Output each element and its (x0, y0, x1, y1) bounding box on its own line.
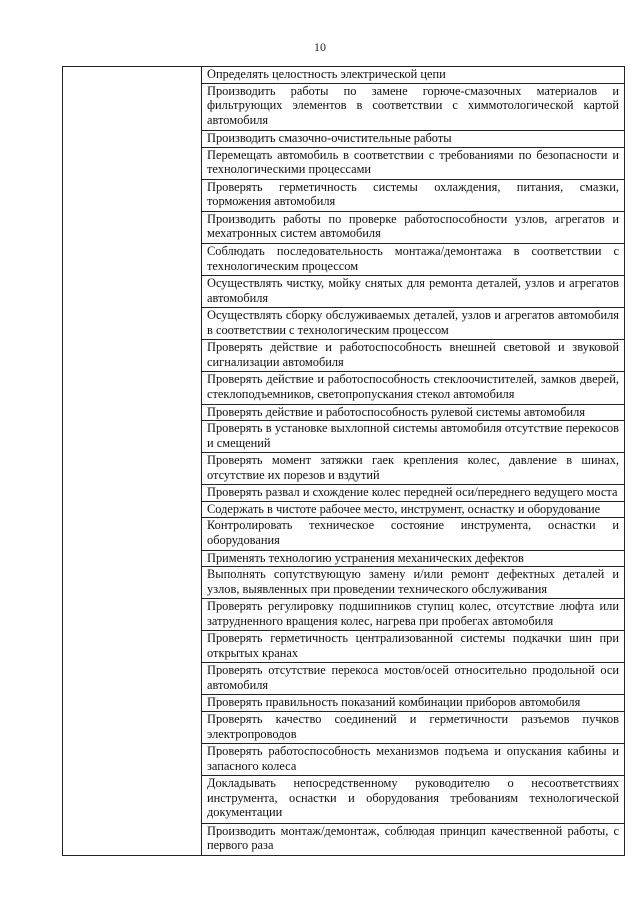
table-cell-item: Производить работы по проверке работоспособности узлов, агрегатов и мехатронных систем автомобиля (202, 211, 625, 243)
table-cell-item: Докладывать непосредственному руководителю о несоответствиях инструмента, оснастки и оборудования требованиям технологической документации (202, 776, 625, 824)
table-cell-item: Проверять развал и схождение колес передней оси/переднего ведущего моста (202, 485, 625, 502)
table-cell-item: Проверять герметичность централизованной системы подкачки шин при открытых кранах (202, 631, 625, 663)
table-cell-item: Производить смазочно-очистительные работы (202, 131, 625, 148)
table-cell-item: Перемещать автомобиль в соответствии с требованиями по безопасности и технологическими процессами (202, 147, 625, 179)
table-cell-item: Осуществлять чистку, мойку снятых для ремонта деталей, узлов и агрегатов автомобиля (202, 276, 625, 308)
table-cell-item: Проверять регулировку подшипников ступиц колес, отсутствие люфта или затрудненного вращения колес, нагрева при пробегах автомобиля (202, 599, 625, 631)
page-number: 10 (314, 40, 326, 54)
table-cell-item: Проверять момент затяжки гаек крепления колес, давление в шинах, отсутствие их порезов и вздутий (202, 453, 625, 485)
table-row (63, 67, 625, 84)
table-cell-item: Проверять отсутствие перекоса мостов/осей относительно продольной оси автомобиля (202, 663, 625, 695)
table-cell-item: Применять технологию устранения механических дефектов (202, 550, 625, 567)
table-cell-item: Проверять работоспособность механизмов подъема и опускания кабины и запасного колеса (202, 744, 625, 776)
table-cell-item: Проверять действие и работоспособность внешней световой и звуковой сигнализации автомобиля (202, 340, 625, 372)
table-cell-item: Контролировать техническое состояние инструмента, оснастки и оборудования (202, 518, 625, 550)
labor-actions-table (62, 66, 625, 856)
table-cell-item: Производить работы по замене горюче-смазочных материалов и фильтрующих элементов в соответствии с химмотологической картой автомобиля (202, 83, 625, 131)
table-cell-item: Проверять действие и работоспособность стеклоочистителей, замков дверей, стеклоподъемников, светопропускания стекол автомобиля (202, 372, 625, 404)
table-cell-item: Соблюдать последовательность монтажа/демонтажа в соответствии с технологическим процессом (202, 244, 625, 276)
table-cell-item: Содержать в чистоте рабочее место, инструмент, оснастку и оборудование (202, 501, 625, 518)
table-cell-item: Осуществлять сборку обслуживаемых деталей, узлов и агрегатов автомобиля в соответствии с технологическим процессом (202, 308, 625, 340)
left-column-cell (63, 67, 202, 856)
table-cell-item: Производить монтаж/демонтаж, соблюдая принцип качественной работы, с первого раза (202, 823, 625, 855)
table-cell-item: Выполнять сопутствующую замену и/или ремонт дефектных деталей и узлов, выявленных при проведении технического обслуживания (202, 567, 625, 599)
table-cell-item: Проверять действие и работоспособность рулевой системы автомобиля (202, 404, 625, 421)
table-cell-item: Проверять герметичность системы охлаждения, питания, смазки, торможения автомобиля (202, 179, 625, 211)
table-cell-item: Проверять в установке выхлопной системы автомобиля отсутствие перекосов и смещений (202, 421, 625, 453)
table-cell-item: Определять целостность электрической цепи (202, 67, 625, 84)
table-cell-item: Проверять качество соединений и герметичности разъемов пучков электропроводов (202, 712, 625, 744)
table-cell-item: Проверять правильность показаний комбинации приборов автомобиля (202, 695, 625, 712)
